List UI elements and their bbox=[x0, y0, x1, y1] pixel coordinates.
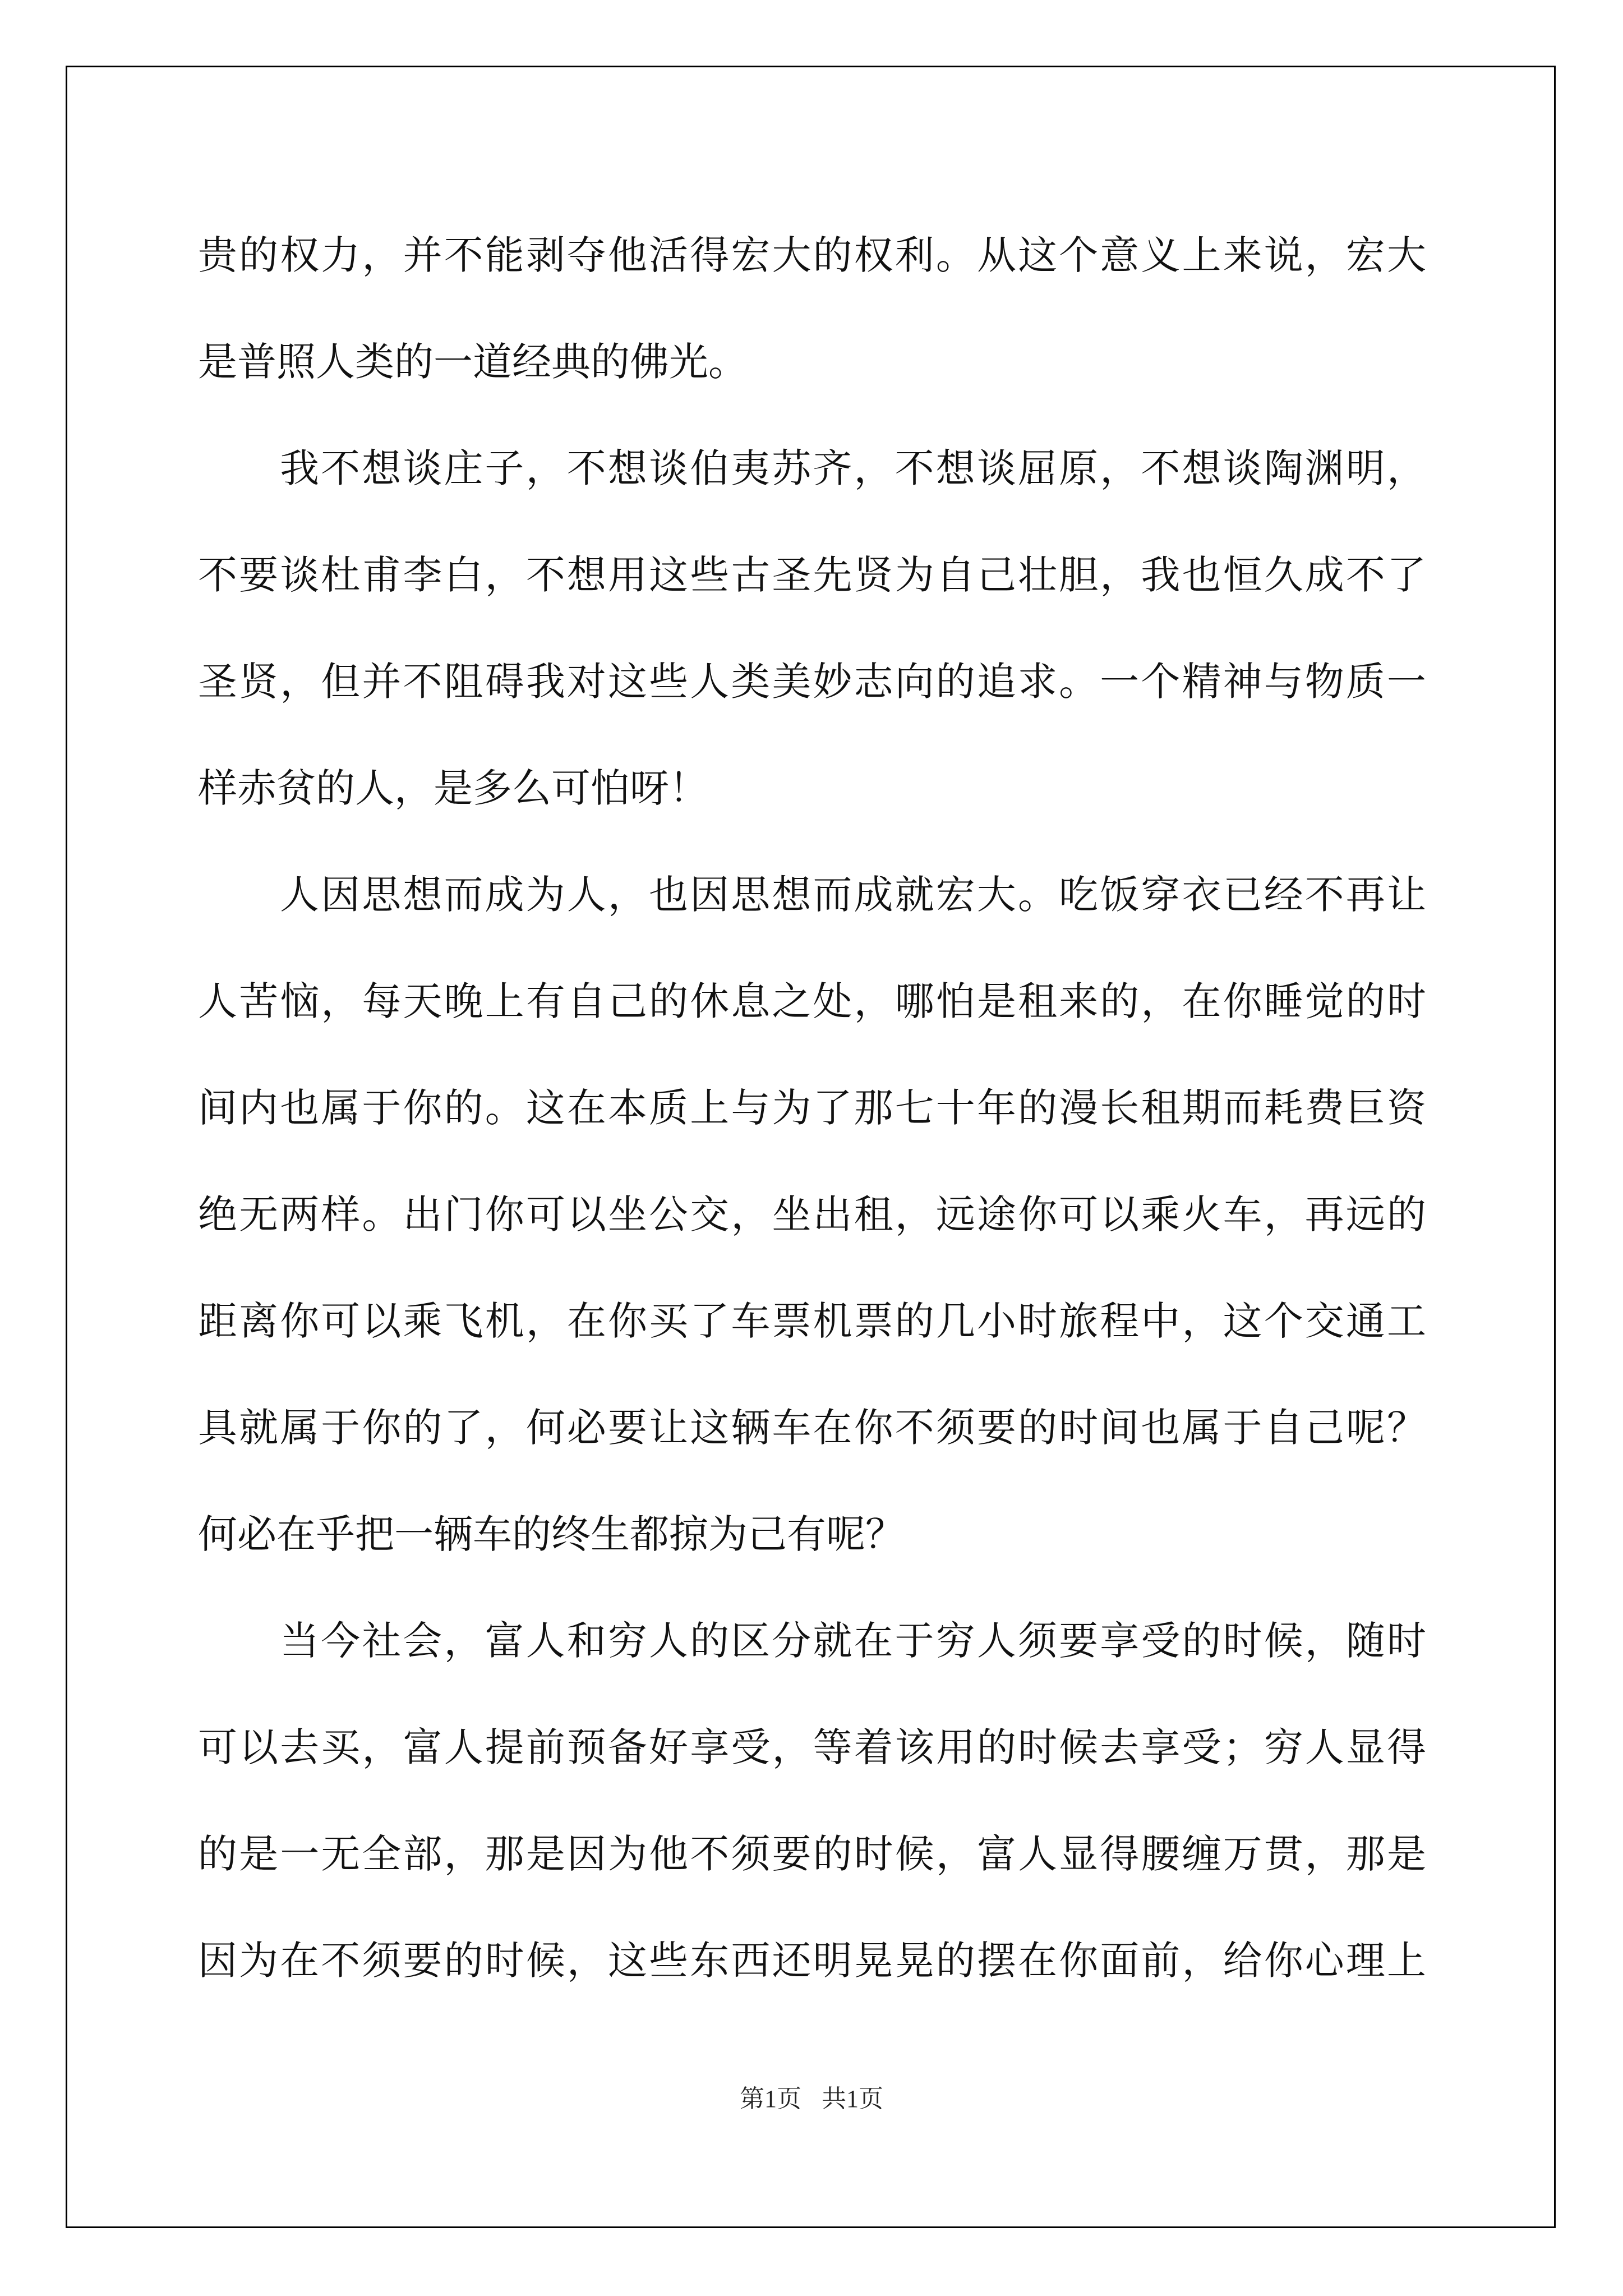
text-line: 样赤贫的人，是多么可怕呀！ bbox=[198, 765, 708, 811]
text-line: 人苦恼，每天晚上有自己的休息之处，哪怕是租来的，在你睡觉的时 bbox=[198, 978, 1426, 1024]
text-line: 间内也属于你的。这在本质上与为了那七十年的漫长租期而耗费巨资 bbox=[198, 1085, 1426, 1131]
document-body bbox=[198, 202, 1426, 2014]
text-line: 具就属于你的了，何必要让这辆车在你不须要的时间也属于自己呢？ bbox=[198, 1405, 1426, 1451]
text-line: 绝无两样。出门你可以坐公交，坐出租，远途你可以乘火车，再远的 bbox=[198, 1191, 1426, 1237]
text-line: 当今社会，富人和穷人的区分就在于穷人须要享受的时候，随时 bbox=[280, 1618, 1426, 1664]
text-line: 人因思想而成为人，也因思想而成就宏大。吃饭穿衣已经不再让 bbox=[280, 872, 1426, 918]
text-line: 我不想谈庄子，不想谈伯夷苏齐，不想谈屈原，不想谈陶渊明， bbox=[280, 445, 1426, 491]
text-line: 的是一无全部，那是因为他不须要的时候，富人显得腰缠万贯，那是 bbox=[198, 1831, 1426, 1877]
paragraph bbox=[198, 202, 1426, 415]
text-line: 圣贤，但并不阻碍我对这些人类美妙志向的追求。一个精神与物质一 bbox=[198, 659, 1426, 705]
text-line: 何必在乎把一辆车的终生都掠为己有呢？ bbox=[198, 1511, 905, 1557]
paragraph bbox=[198, 1588, 1426, 2014]
paragraph bbox=[198, 415, 1426, 841]
page-footer bbox=[0, 2078, 1623, 2114]
text-line: 贵的权力，并不能剥夺他活得宏大的权利。从这个意义上来说，宏大 bbox=[198, 232, 1426, 278]
text-line: 不要谈杜甫李白，不想用这些古圣先贤为自己壮胆，我也恒久成不了 bbox=[198, 552, 1426, 598]
text-line: 因为在不须要的时候，这些东西还明晃晃的摆在你面前，给你心理上 bbox=[198, 1938, 1426, 1984]
text-line: 可以去买，富人提前预备好享受，等着该用的时候去享受；穷人显得 bbox=[198, 1724, 1426, 1770]
total-pages: 共1页 bbox=[822, 2085, 883, 2113]
paragraph bbox=[198, 841, 1426, 1588]
text-line: 距离你可以乘飞机，在你买了车票机票的几小时旅程中，这个交通工 bbox=[198, 1298, 1426, 1344]
text-line: 是普照人类的一道经典的佛光。 bbox=[198, 339, 748, 385]
page-number: 第1页 bbox=[740, 2085, 801, 2113]
